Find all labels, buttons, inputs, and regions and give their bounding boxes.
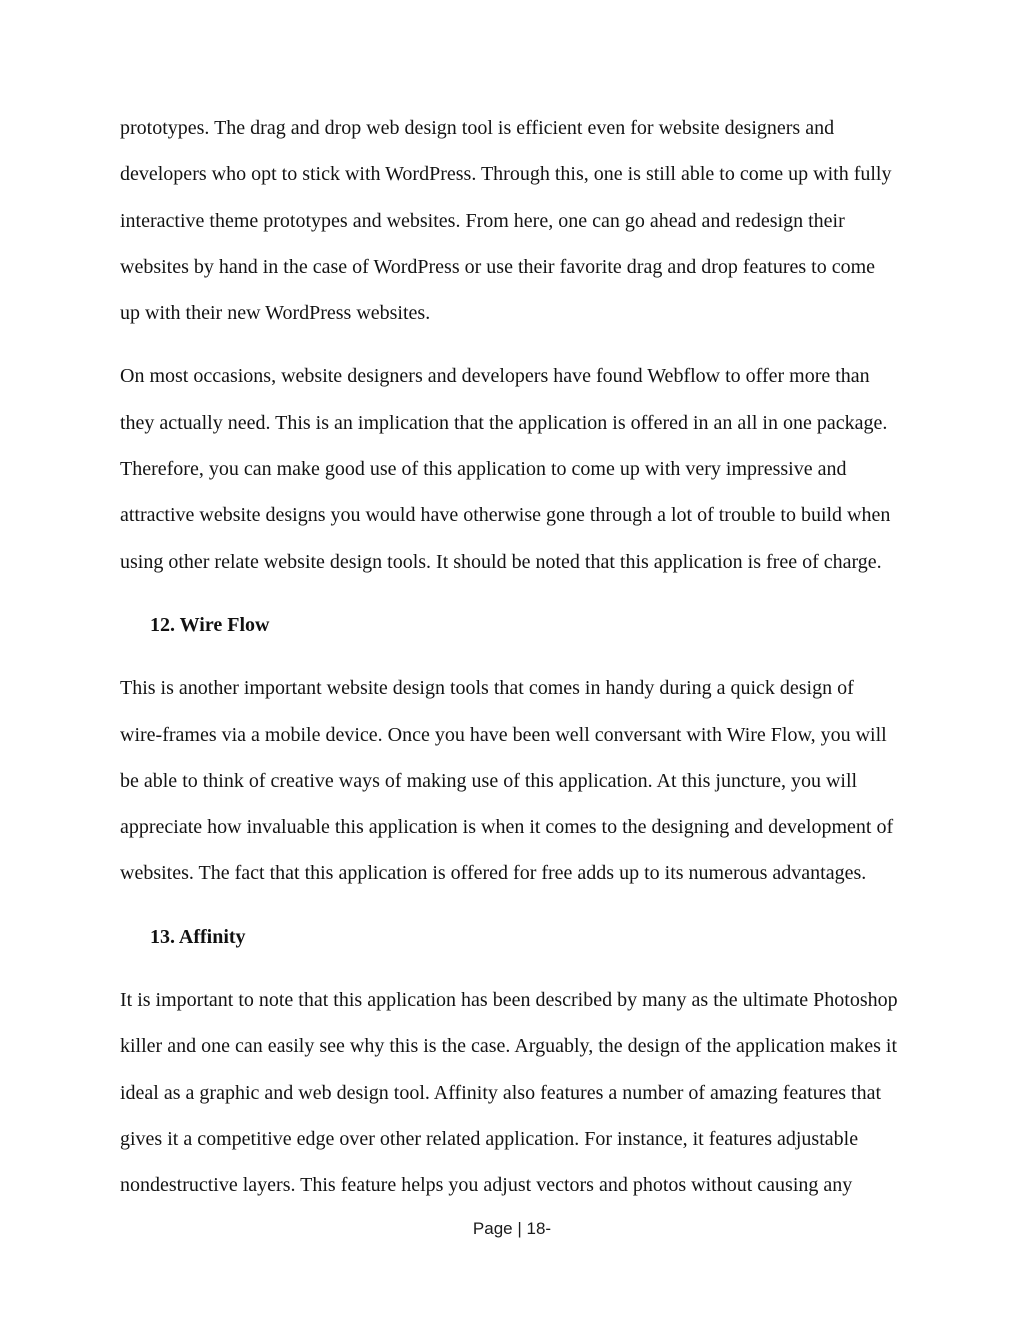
text-line: websites. The fact that this application is offered for free adds up to its numerous advantages. (120, 862, 867, 885)
text-line: ideal as a graphic and web design tool. Affinity also features a number of amazing features that (120, 1081, 882, 1104)
text-line: up with their new WordPress websites. (120, 302, 431, 325)
paragraph-webflow-continued (120, 105, 906, 336)
text-line: gives it a competitive edge over other related application. For instance, it features adjustable (120, 1127, 859, 1150)
document-body (120, 105, 906, 1226)
text-line: using other relate website design tools. It should be noted that this application is free of charge. (120, 550, 882, 573)
page-footer (0, 1219, 1024, 1239)
text-line: appreciate how invaluable this application is when it comes to the designing and development of (120, 816, 894, 839)
page-number-label: Page | 18- (472, 1219, 552, 1238)
text-line: Therefore, you can make good use of this application to come up with very impressive and (120, 458, 847, 481)
text-line: be able to think of creative ways of making use of this application. At this juncture, you will (120, 769, 858, 792)
text-line: On most occasions, website designers and developers have found Webflow to offer more than (120, 365, 870, 388)
section-heading-affinity: 13. Affinity (150, 925, 246, 948)
text-line: interactive theme prototypes and websites. From here, one can go ahead and redesign their (120, 209, 845, 232)
section-heading-wire-flow: 12. Wire Flow (150, 613, 270, 636)
text-line: nondestructive layers. This feature helps you adjust vectors and photos without causing any (120, 1174, 853, 1197)
text-line: This is another important website design tools that comes in handy during a quick design of (120, 677, 854, 700)
text-line: websites by hand in the case of WordPress or use their favorite drag and drop features to come (120, 255, 876, 278)
text-line: killer and one can easily see why this is the case. Arguably, the design of the application makes it (120, 1035, 898, 1058)
text-line: wire-frames via a mobile device. Once you have been well conversant with Wire Flow, you will (120, 723, 887, 746)
text-line: It is important to note that this application has been described by many as the ultimate Photoshop (120, 989, 898, 1012)
paragraph-webflow-benefits (120, 353, 906, 584)
paragraph-affinity (120, 977, 906, 1208)
text-line: developers who opt to stick with WordPress. Through this, one is still able to come up with fully (120, 163, 892, 186)
text-line: prototypes. The drag and drop web design tool is efficient even for website designers and (120, 117, 835, 139)
paragraph-wire-flow (120, 665, 906, 896)
text-line: they actually need. This is an implication that the application is offered in an all in one package. (120, 411, 888, 434)
text-line: attractive website designs you would have otherwise gone through a lot of trouble to build when (120, 504, 891, 527)
